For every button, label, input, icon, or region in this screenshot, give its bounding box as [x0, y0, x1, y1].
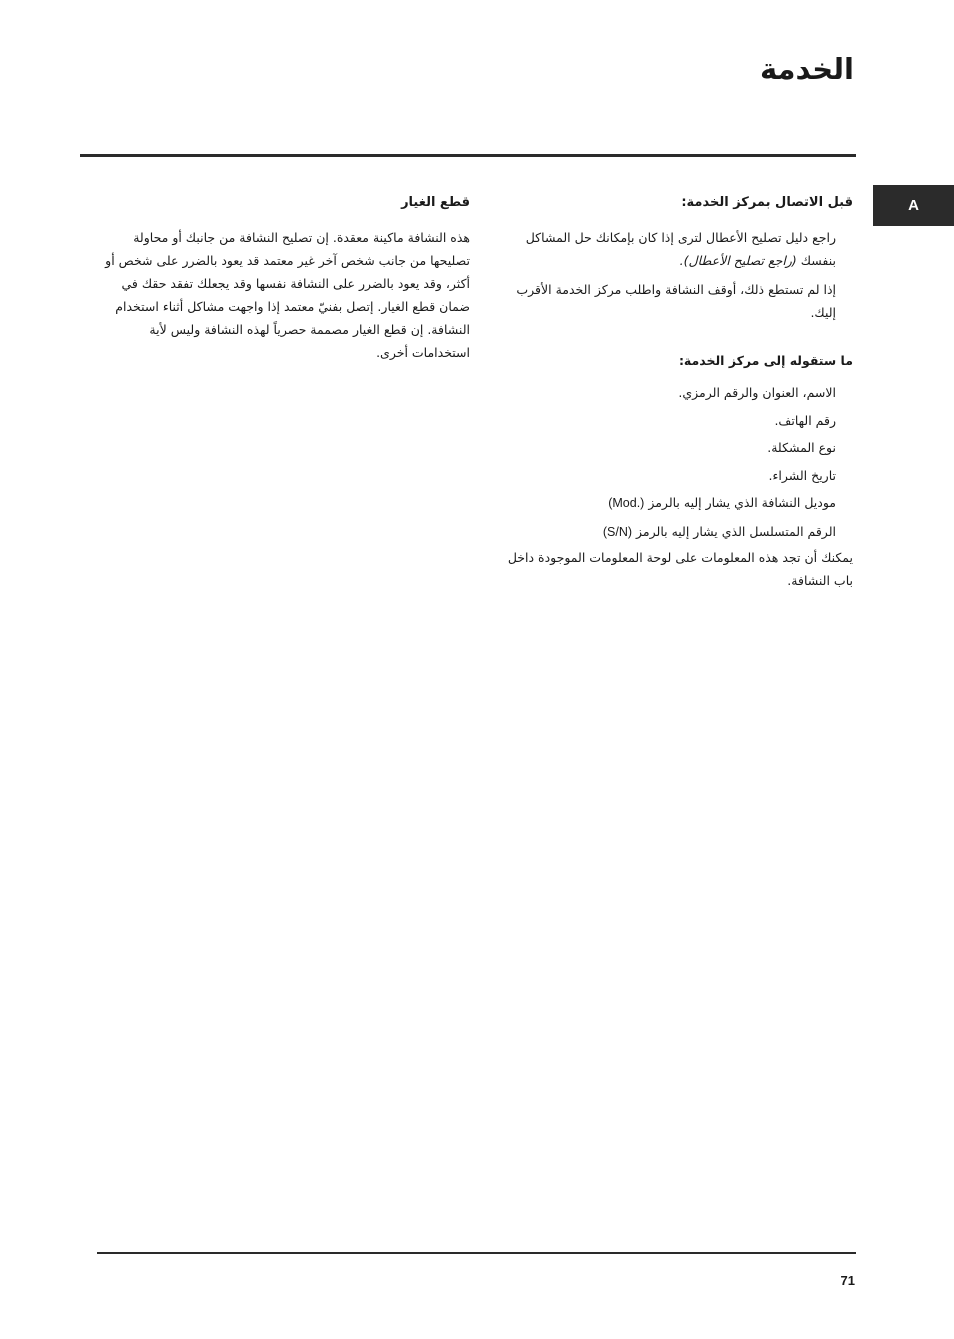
list-item: نوع المشكلة.: [767, 440, 836, 455]
contact-service-paragraph: إذا لم تستطع ذلك، أوقف النشافة واطلب مركز الخدمة الأقرب إليك.: [516, 282, 836, 320]
serial-text: الرقم المتسلسل الذي يشار إليه بالرمز: [636, 523, 836, 539]
list-item: رقم الهاتف.: [774, 412, 836, 428]
serial-list-item: [493, 518, 836, 547]
check-troubleshooting-text: راجع دليل تصليح الأعطال لترى إذا كان بإمكانك حل المشاكل بنفسك: [525, 230, 836, 268]
spare-parts-heading: قطع الغيار: [401, 195, 470, 210]
model-code: (Mod.): [608, 496, 645, 510]
serial-code: (S/N): [602, 524, 633, 539]
troubleshooting-reference: (راجع تصليح الأعطال).: [679, 253, 797, 268]
model-text: موديل النشافة الذي يشار إليه بالرمز: [648, 495, 836, 510]
list-item: الاسم، العنوان والرقم الرمزي.: [678, 385, 836, 400]
header-divider: [80, 154, 856, 157]
what-to-tell-heading: ما ستقوله إلى مركز الخدمة:: [678, 353, 853, 368]
spare-parts-section: [98, 192, 470, 364]
page-number: 71: [840, 1273, 855, 1288]
spare-parts-body: هذه النشافة ماكينة معقدة. إن تصليح النشافة من جانبك أو محاولة تصليحها من جانب شخص آخر غير معتمد قد يعود بالضرر على شخص أو أكثر، وقد يعود بالضرر على النشافة نفسها وقد يجعلك تفقد حقك في ضمان قطع الغيار. إتصل بفنيّ معتمد إذا واجهت مشاكل أثناء استخدام النشافة. إن قطع الغيار مصممة حصرياً لهذه النشافة وليس لأية استخدامات أخرى.: [105, 230, 470, 360]
model-list-item: [493, 489, 836, 518]
data-plate-note: يمكنك أن تجد هذه المعلومات على لوحة المعلومات الموجودة داخل باب النشافة.: [507, 550, 853, 588]
list-item: تاريخ الشراء.: [768, 467, 836, 483]
service-contact-section: [493, 192, 853, 592]
info-list: [493, 379, 853, 546]
language-tab: A: [873, 185, 954, 226]
footer-divider: [97, 1252, 856, 1254]
check-troubleshooting-paragraph: [493, 226, 853, 272]
service-contact-heading: قبل الاتصال بمركز الخدمة:: [681, 195, 853, 210]
page-title: الخدمة: [759, 52, 854, 86]
